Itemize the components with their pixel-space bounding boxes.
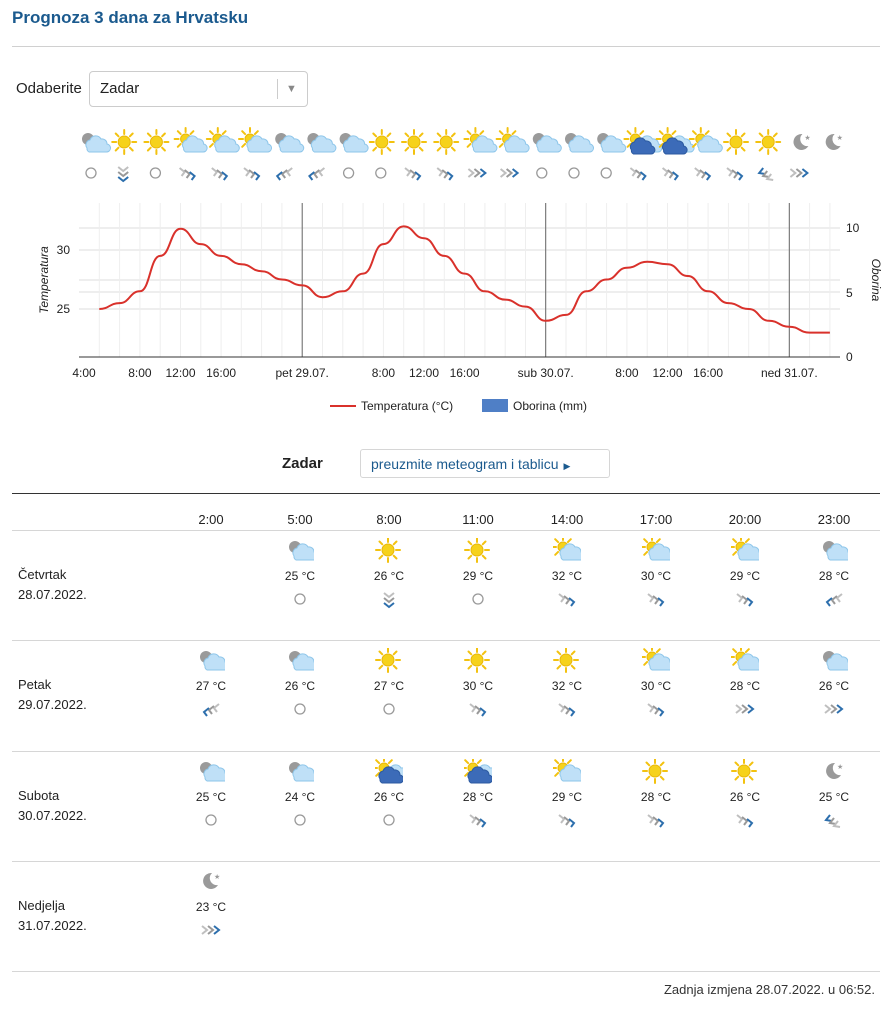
forecast-cell — [443, 648, 513, 720]
page-title: Prognoza 3 dana za Hrvatsku — [12, 8, 249, 27]
day-name: Petak — [18, 677, 52, 692]
day-label — [18, 896, 87, 936]
moon-cloud-icon — [826, 134, 843, 150]
meteogram-chart — [0, 120, 891, 420]
wind-wind-right-icon — [733, 590, 757, 610]
wind-wind-left-icon — [277, 168, 292, 180]
caret-right-icon: ▶ — [563, 461, 571, 471]
pc-gray-icon — [275, 133, 304, 152]
wind-calm-icon — [466, 590, 490, 610]
temperature-value: 30 °C — [640, 679, 672, 693]
pc-sun-icon — [175, 128, 208, 152]
wind-wind-double-icon — [468, 169, 485, 177]
legend-precip-label: Oborina (mm) — [513, 399, 588, 413]
pc-sun-icon — [464, 128, 497, 152]
wind-wind-double-icon — [501, 169, 518, 177]
sun-icon — [464, 538, 492, 566]
wind-calm-icon — [150, 168, 160, 178]
title-divider — [12, 46, 880, 47]
wind-wind-right-icon — [244, 168, 259, 180]
time-column-header: 11:00 — [462, 512, 494, 527]
wind-wind-left-icon — [199, 700, 223, 720]
svg-text:★: ★ — [804, 134, 811, 142]
wind-bura-down-icon — [377, 590, 401, 610]
temperature-value: 28 °C — [640, 790, 672, 804]
x-tick-label: 4:00 — [72, 366, 96, 380]
pc-gray-icon — [82, 133, 111, 152]
wind-wind-right-icon — [555, 811, 579, 831]
svg-text:★: ★ — [214, 873, 221, 881]
wind-calm-icon — [199, 811, 223, 831]
temperature-value: 30 °C — [462, 679, 494, 693]
wind-wind-right-icon — [180, 168, 195, 180]
wind-calm-icon — [601, 168, 611, 178]
forecast-cell — [710, 648, 780, 720]
legend-precip-swatch — [482, 399, 508, 412]
pc-gray-icon — [597, 133, 626, 152]
temperature-value: 25 °C — [195, 790, 227, 804]
wind-calm-icon — [569, 168, 579, 178]
sun-darkcloud-icon — [375, 759, 403, 787]
pc-sun-icon — [553, 759, 581, 787]
day-date: 28.07.2022. — [18, 587, 87, 602]
day-name: Nedjelja — [18, 898, 65, 913]
sun-icon — [375, 648, 403, 676]
chart-grid — [79, 203, 840, 357]
day-name: Subota — [18, 788, 60, 803]
meteogram-wind-strip — [86, 167, 807, 181]
temperature-value: 26 °C — [818, 679, 850, 693]
wind-wind-left-icon — [309, 168, 324, 180]
time-column-header: 2:00 — [198, 512, 224, 527]
moon-cloud-icon — [794, 134, 811, 150]
forecast-cell — [265, 648, 335, 720]
wind-wind-right-icon — [733, 811, 757, 831]
wind-calm-icon — [377, 700, 401, 720]
day-date: 30.07.2022. — [18, 808, 87, 823]
city-select-label: Odaberite — [16, 80, 82, 97]
table-row-divider — [12, 640, 880, 641]
day-name: Četvrtak — [18, 567, 67, 582]
y2-tick-label: 5 — [846, 286, 853, 300]
legend-temperature-label: Temperatura (°C) — [361, 399, 454, 413]
pc-gray-icon — [286, 538, 314, 566]
x-tick-label: ned 31.07. — [760, 366, 818, 380]
day-date: 29.07.2022. — [18, 697, 87, 712]
x-tick-label: 8:00 — [128, 366, 152, 380]
forecast-cell — [799, 759, 869, 831]
svg-text:★: ★ — [837, 763, 844, 771]
time-column-header: 5:00 — [287, 512, 313, 527]
forecast-cell — [176, 759, 246, 831]
forecast-cell — [176, 869, 246, 941]
day-label — [18, 565, 87, 605]
forecast-cell — [532, 759, 602, 831]
sun-icon — [434, 130, 458, 154]
forecast-cell — [532, 538, 602, 610]
wind-wind-right-icon — [555, 700, 579, 720]
x-tick-label: pet 29.07. — [275, 366, 329, 380]
temperature-value: 25 °C — [284, 569, 316, 583]
sun-icon — [756, 130, 780, 154]
wind-calm-icon — [288, 700, 312, 720]
pc-sun-icon — [731, 538, 759, 566]
sun-darkcloud-icon — [464, 759, 492, 787]
city-select[interactable] — [89, 71, 308, 107]
moon-cloud-icon — [820, 759, 848, 787]
pc-sun-icon — [642, 538, 670, 566]
y-tick-label: 25 — [56, 302, 70, 316]
temperature-value: 26 °C — [729, 790, 761, 804]
wind-calm-icon — [377, 811, 401, 831]
wind-wind-right-icon — [663, 168, 678, 180]
wind-wind-right-icon — [644, 811, 668, 831]
table-row-divider — [12, 530, 880, 531]
table-row-divider — [12, 971, 880, 972]
x-tick-label: 8:00 — [371, 366, 396, 380]
pc-gray-icon — [286, 648, 314, 676]
sun-icon — [112, 130, 136, 154]
temperature-value: 27 °C — [195, 679, 227, 693]
pc-sun-icon — [239, 128, 272, 152]
sun-icon — [553, 648, 581, 676]
forecast-cell — [265, 538, 335, 610]
forecast-cell — [799, 538, 869, 610]
download-meteogram-button[interactable] — [360, 449, 610, 478]
wind-wind-double-icon — [822, 700, 846, 720]
x-tick-label: 16:00 — [693, 366, 724, 380]
pc-gray-icon — [286, 759, 314, 787]
time-column-header: 14:00 — [550, 512, 584, 527]
wind-wind-left-up-icon — [759, 168, 773, 180]
forecast-cell — [621, 648, 691, 720]
wind-wind-right-icon — [212, 168, 227, 180]
wind-wind-double-icon — [790, 169, 807, 177]
wind-wind-left-icon — [822, 590, 846, 610]
x-tick-label: 16:00 — [449, 366, 480, 380]
sun-darkcloud-icon — [624, 128, 662, 154]
wind-wind-right-icon — [466, 811, 490, 831]
table-top-border — [12, 493, 880, 494]
city-select-value: Zadar — [100, 80, 140, 97]
pc-sun-icon — [731, 648, 759, 676]
meteogram-icon-strip — [82, 128, 843, 154]
sun-icon — [642, 759, 670, 787]
sun-icon — [144, 130, 168, 154]
wind-calm-icon — [344, 168, 354, 178]
forecast-cell — [354, 648, 424, 720]
last-modified: Zadnja izmjena 28.07.2022. u 06:52. — [663, 982, 875, 997]
forecast-cell — [265, 759, 335, 831]
temperature-value: 29 °C — [551, 790, 583, 804]
temperature-value: 32 °C — [551, 569, 583, 583]
x-tick-label: 12:00 — [165, 366, 196, 380]
wind-calm-icon — [537, 168, 547, 178]
pc-sun-icon — [553, 538, 581, 566]
day-date: 31.07.2022. — [18, 918, 87, 933]
wind-wind-left-up-icon — [822, 811, 846, 831]
pc-gray-icon — [565, 133, 594, 152]
time-column-header: 17:00 — [639, 512, 673, 527]
y2-axis-title: Oborina — [869, 258, 883, 302]
x-tick-label: sub 30.07. — [517, 366, 574, 380]
wind-wind-right-icon — [555, 590, 579, 610]
pc-gray-icon — [197, 648, 225, 676]
day-label — [18, 675, 87, 715]
wind-wind-right-icon — [644, 700, 668, 720]
forecast-cell — [799, 648, 869, 720]
wind-wind-right-icon — [630, 168, 645, 180]
y2-tick-label: 10 — [846, 221, 860, 235]
x-tick-label: 12:00 — [408, 366, 440, 380]
temperature-value: 26 °C — [373, 790, 405, 804]
time-column-header: 23:00 — [817, 512, 851, 527]
x-tick-label: 16:00 — [206, 366, 237, 380]
wind-wind-right-icon — [644, 590, 668, 610]
temperature-value: 27 °C — [373, 679, 405, 693]
temperature-value: 23 °C — [195, 900, 227, 914]
sun-icon — [402, 130, 426, 154]
temperature-value: 28 °C — [729, 679, 761, 693]
moon-cloud-icon — [197, 869, 225, 897]
pc-gray-icon — [197, 759, 225, 787]
forecast-cell — [621, 759, 691, 831]
wind-calm-icon — [376, 168, 386, 178]
forecast-cell — [532, 648, 602, 720]
sun-icon — [375, 538, 403, 566]
time-column-header: 8:00 — [376, 512, 402, 527]
pc-sun-icon — [497, 128, 530, 152]
x-tick-label: 12:00 — [652, 366, 683, 380]
temperature-value: 26 °C — [284, 679, 316, 693]
wind-calm-icon — [86, 168, 96, 178]
temperature-value: 24 °C — [284, 790, 316, 804]
wind-wind-right-icon — [405, 168, 420, 180]
chevron-down-icon: ▼ — [286, 83, 297, 95]
time-column-header: 20:00 — [728, 512, 762, 527]
wind-wind-right-icon — [727, 168, 742, 180]
forecast-cell — [710, 538, 780, 610]
temperature-value: 29 °C — [729, 569, 761, 583]
pc-gray-icon — [820, 538, 848, 566]
wind-calm-icon — [288, 811, 312, 831]
pc-sun-icon — [642, 648, 670, 676]
sun-icon — [464, 648, 492, 676]
download-button-label: preuzmite meteogram i tablicu — [371, 456, 559, 472]
table-row-divider — [12, 751, 880, 752]
sun-icon — [731, 759, 759, 787]
svg-text:★: ★ — [836, 134, 843, 142]
pc-gray-icon — [533, 133, 562, 152]
forecast-cell — [621, 538, 691, 610]
y-axis-title: Temperatura — [37, 246, 51, 314]
forecast-cell — [176, 648, 246, 720]
temperature-value: 30 °C — [640, 569, 672, 583]
chart-axes — [37, 221, 883, 380]
wind-wind-double-icon — [733, 700, 757, 720]
wind-bura-down-icon — [118, 167, 128, 181]
sun-darkcloud-icon — [657, 128, 695, 154]
forecast-cell — [443, 759, 513, 831]
temperature-value: 26 °C — [373, 569, 405, 583]
forecast-cell — [443, 538, 513, 610]
y-tick-label: 30 — [56, 243, 70, 257]
select-separator — [277, 79, 278, 99]
table-city-label: Zadar — [282, 455, 323, 472]
y2-tick-label: 0 — [846, 350, 853, 364]
wind-calm-icon — [288, 590, 312, 610]
forecast-cell — [710, 759, 780, 831]
wind-wind-double-icon — [199, 921, 223, 941]
day-label — [18, 786, 87, 826]
pc-gray-icon — [820, 648, 848, 676]
pc-gray-icon — [307, 133, 336, 152]
temperature-value: 28 °C — [818, 569, 850, 583]
forecast-cell — [354, 759, 424, 831]
temperature-value: 25 °C — [818, 790, 850, 804]
wind-wind-right-icon — [466, 700, 490, 720]
wind-wind-right-icon — [437, 168, 452, 180]
pc-sun-icon — [207, 128, 240, 152]
temperature-value: 29 °C — [462, 569, 494, 583]
x-tick-label: 8:00 — [615, 366, 639, 380]
temperature-value: 28 °C — [462, 790, 494, 804]
wind-wind-right-icon — [695, 168, 710, 180]
table-row-divider — [12, 861, 880, 862]
pc-sun-icon — [690, 128, 723, 152]
sun-icon — [370, 130, 394, 154]
chart-legend — [330, 399, 587, 413]
sun-icon — [724, 130, 748, 154]
pc-gray-icon — [340, 133, 369, 152]
temperature-value: 32 °C — [551, 679, 583, 693]
forecast-cell — [354, 538, 424, 610]
